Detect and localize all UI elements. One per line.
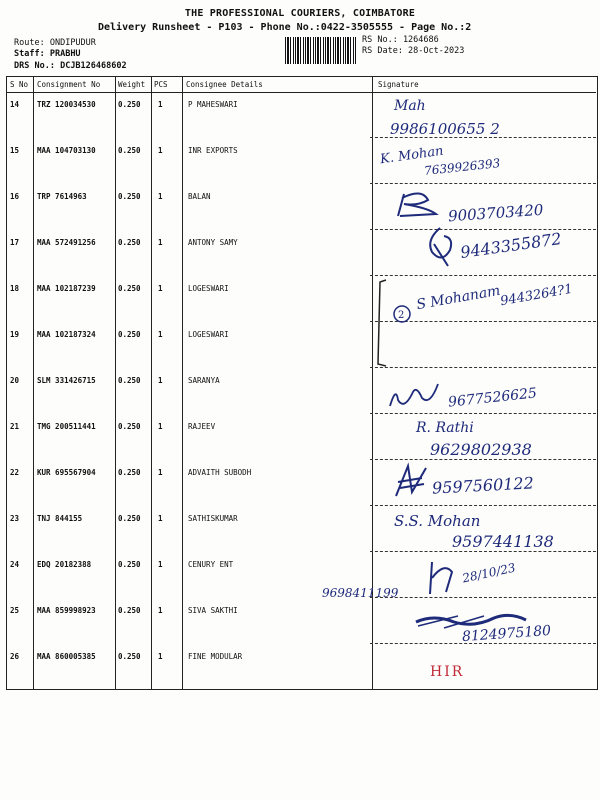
svg-text:2: 2 xyxy=(398,310,405,321)
row-weight: 0.250 xyxy=(118,606,141,615)
row-weight: 0.250 xyxy=(118,468,141,477)
handwritten-date: 28/10/23 xyxy=(461,560,517,586)
row-consignee: P MAHESWARI xyxy=(188,100,238,109)
handwritten-phone: 9443264?1 xyxy=(499,281,574,310)
handwritten-signature: S Mohanam xyxy=(415,282,502,314)
col-header-weight: Weight xyxy=(118,80,146,89)
row-sno: 26 xyxy=(10,652,20,661)
handwritten-phone: 9986100655 2 xyxy=(390,120,500,138)
table-row xyxy=(6,644,596,690)
staff-value: PRABHU xyxy=(49,49,81,59)
row-consignee: ADVAITH SUBODH xyxy=(188,468,252,477)
row-separator xyxy=(370,367,596,368)
handwritten-phone: 9597560122 xyxy=(431,473,535,498)
row-separator xyxy=(370,551,596,552)
handwritten-mark: HIR xyxy=(430,664,465,680)
col-header-signature: Signature xyxy=(378,80,419,89)
row-pcs: 1 xyxy=(158,514,163,523)
handwritten-signature xyxy=(424,558,460,598)
row-weight: 0.250 xyxy=(118,192,141,201)
row-weight: 0.250 xyxy=(118,514,141,523)
row-consignee: ANTONY SAMY xyxy=(188,238,238,247)
row-separator xyxy=(370,413,596,414)
rs-info xyxy=(362,35,464,57)
row-pcs: 1 xyxy=(158,606,163,615)
row-pcs: 1 xyxy=(158,422,163,431)
row-consignee: CENURY ENT xyxy=(188,560,234,569)
rs-number: RS No.: 1264686 xyxy=(362,35,439,45)
row-sno: 16 xyxy=(10,192,20,201)
handwritten-phone: 7639926393 xyxy=(423,156,501,178)
handwritten-phone: 9443355872 xyxy=(459,229,563,262)
handwritten-phone: 9677526625 xyxy=(447,385,538,411)
table-row xyxy=(6,138,596,184)
row-weight: 0.250 xyxy=(118,146,141,155)
row-consignment: EDQ 20182388 xyxy=(37,560,92,569)
handwritten-signature: R. Rathi xyxy=(416,420,474,436)
row-weight: 0.250 xyxy=(118,100,141,109)
row-consignment: TRP 7614963 xyxy=(37,192,87,201)
table-row xyxy=(6,322,596,368)
row-consignee: SIVA SAKTHI xyxy=(188,606,238,615)
row-pcs: 1 xyxy=(158,284,163,293)
row-weight: 0.250 xyxy=(118,284,141,293)
handwritten-phone: 9003703420 xyxy=(447,200,544,226)
row-consignment: TNJ 844155 xyxy=(37,514,83,523)
route-value: ONDIPUDUR xyxy=(49,38,96,48)
handwritten-phone: 9629802938 xyxy=(430,440,532,459)
company-name: THE PROFESSIONAL COURIERS, COIMBATORE xyxy=(184,8,416,19)
handwritten-phone: 9597441138 xyxy=(452,532,554,551)
row-sno: 18 xyxy=(10,284,20,293)
row-sno: 19 xyxy=(10,330,20,339)
row-separator xyxy=(370,597,596,598)
row-pcs: 1 xyxy=(158,330,163,339)
row-consignment: TRZ 120034530 xyxy=(37,100,96,109)
row-consignee: LOGESWARI xyxy=(188,330,229,339)
row-consignment: SLM 331426715 xyxy=(37,376,96,385)
row-separator xyxy=(370,229,596,230)
row-consignment: MAA 102187324 xyxy=(37,330,96,339)
row-consignment: MAA 859998923 xyxy=(37,606,96,615)
row-separator xyxy=(370,459,596,460)
row-consignment: KUR 695567904 xyxy=(37,468,96,477)
circled-two-mark xyxy=(392,304,412,324)
row-pcs: 1 xyxy=(158,238,163,247)
row-sno: 20 xyxy=(10,376,20,385)
row-consignee: SARANYA xyxy=(188,376,220,385)
row-sno: 23 xyxy=(10,514,20,523)
barcode xyxy=(285,37,357,64)
row-weight: 0.250 xyxy=(118,422,141,431)
handwritten-signature xyxy=(420,226,460,270)
row-separator xyxy=(370,505,596,506)
row-weight: 0.250 xyxy=(118,238,141,247)
row-weight: 0.250 xyxy=(118,376,141,385)
row-pcs: 1 xyxy=(158,468,163,477)
drs-value: DCJB126468602 xyxy=(60,61,127,71)
col-header-sno: S No xyxy=(10,80,29,89)
row-consignee: FINE MODULAR xyxy=(188,652,243,661)
row-pcs: 1 xyxy=(158,376,163,385)
col-header-pcs: PCS xyxy=(154,80,168,89)
route-line: Route: ONDIPUDUR xyxy=(14,38,96,48)
staff-line: Staff: PRABHU xyxy=(14,49,81,59)
row-pcs: 1 xyxy=(158,146,163,155)
table-row xyxy=(6,92,596,138)
row-consignment: TMG 200511441 xyxy=(37,422,96,431)
drs-line: DRS No.: DCJB126468602 xyxy=(14,61,127,71)
row-pcs: 1 xyxy=(158,652,163,661)
row-sno: 15 xyxy=(10,146,20,155)
row-separator xyxy=(370,183,596,184)
row-weight: 0.250 xyxy=(118,330,141,339)
rs-date: RS Date: 28-Oct-2023 xyxy=(362,46,465,56)
handwritten-signature xyxy=(392,462,432,500)
row-pcs: 1 xyxy=(158,192,163,201)
handwritten-signature: Mah xyxy=(394,98,426,114)
row-pcs: 1 xyxy=(158,100,163,109)
col-header-consignment: Consignment No xyxy=(37,80,101,89)
row-weight: 0.250 xyxy=(118,652,141,661)
row-consignment: MAA 572491256 xyxy=(37,238,96,247)
handwritten-signature: K. Mohan xyxy=(379,143,445,168)
row-sno: 17 xyxy=(10,238,20,247)
row-consignee: INR EXPORTS xyxy=(188,146,238,155)
row-sno: 21 xyxy=(10,422,20,431)
col-header-consignee: Consignee Details xyxy=(186,80,263,89)
row-consignee: LOGESWARI xyxy=(188,284,229,293)
handwritten-signature xyxy=(386,376,446,412)
handwritten-phone: 8124975180 xyxy=(461,622,552,646)
row-pcs: 1 xyxy=(158,560,163,569)
handwritten-phone: 9698411199 xyxy=(322,586,399,600)
row-weight: 0.250 xyxy=(118,560,141,569)
runsheet-title: Delivery Runsheet - P103 - Phone No.:0422-3505555 - Page No.:2 xyxy=(98,22,472,33)
bracket-mark xyxy=(372,278,390,368)
row-consignee: RAJEEV xyxy=(188,422,216,431)
row-consignee: SATHISKUMAR xyxy=(188,514,238,523)
row-sno: 25 xyxy=(10,606,20,615)
row-separator xyxy=(370,275,596,276)
handwritten-signature xyxy=(392,188,444,220)
row-sno: 22 xyxy=(10,468,20,477)
row-consignment: MAA 860005385 xyxy=(37,652,96,661)
row-consignment: MAA 102187239 xyxy=(37,284,96,293)
handwritten-signature: S.S. Mohan xyxy=(394,512,481,530)
row-consignment: MAA 104703130 xyxy=(37,146,96,155)
row-sno: 24 xyxy=(10,560,20,569)
row-consignee: BALAN xyxy=(188,192,211,201)
row-sno: 14 xyxy=(10,100,20,109)
